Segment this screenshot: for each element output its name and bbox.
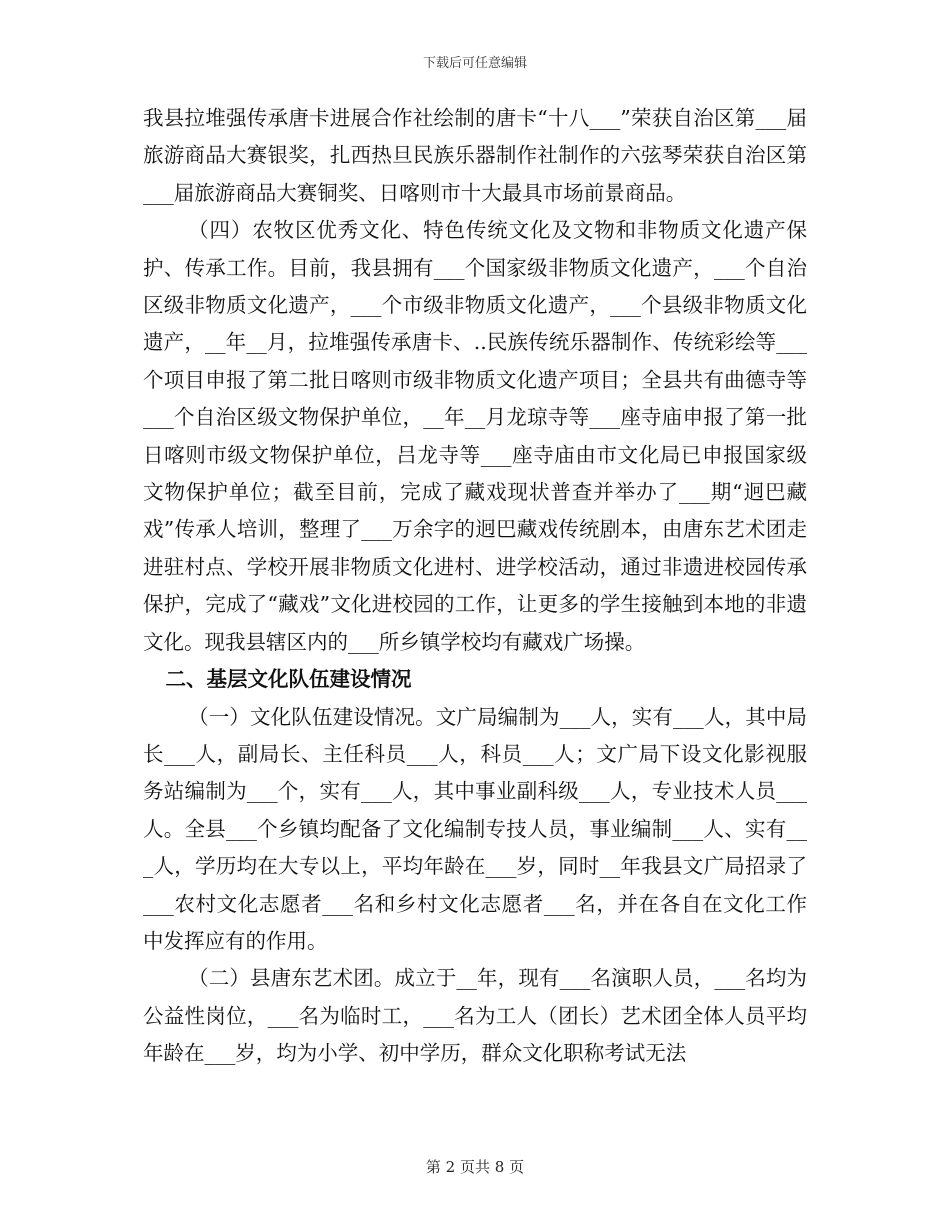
page-header: 下载后可任意编辑 <box>422 56 527 71</box>
paragraph-tourism-awards: 我县拉堆强传承唐卡进展合作社绘制的唐卡“十八___”荣获自治区第___届旅游商品大赛银奖，扎西热旦民族乐器制作社制作的六弦琴荣获自治区第___届旅游商品大赛铜奖、日喀则市十大最具市场前景商品。 <box>143 106 807 205</box>
paragraph-heritage-protection: （四）农牧区优秀文化、特色传统文化及文物和非物质文化遗产保护、传承工作。目前，我县拥有___个国家级非物质文化遗产，___个自治区级非物质文化遗产，___个市级非物质文化遗产，___个县级非物质文化遗产，__年__月，拉堆强传承唐卡、..民族传统乐器制作、传统彩绘等___个项目申报了第二批日喀则市级非物质文化遗产项目；全县共有曲德寺等___个自治区级文物保护单位，__年__月龙琼寺等___座寺庙申报了第一批日喀则市级文物保护单位，吕龙寺等___座寺庙由市文化局已申报国家级文物保护单位；截至目前，完成了藏戏现状普查并举办了___期“迥巴藏戏”传承人培训，整理了___万余字的迥巴藏戏传统剧本，由唐东艺术团走进驻村点、学校开展非物质文化进村、进学校活动，通过非遗进校园传承保护，完成了“藏戏”文化进校园的工作，让更多的学生接触到本地的非遗文化。现我县辖区内的___所乡镇学校均有藏戏广场操。 <box>143 218 807 654</box>
paragraph-cultural-team: （一）文化队伍建设情况。文广局编制为___人，实有___人，其中局长___人，副局长、主任科员___人，科员___人；文广局下设文化影视服务站编制为___个，实有___人，其中事业副科级___人，专业技术人员___人。全县___个乡镇均配备了文化编制专技人员，事业编制___人、实有___人，学历均在大专以上，平均年龄在___岁，同时__年我县文广局招录了___农村文化志愿者___名和乡村文化志愿者___名，并在各自在文化工作中发挥应有的作用。 <box>143 704 807 953</box>
paragraph-art-troupe: （二）县唐东艺术团。成立于__年，现有___名演职人员，___名均为公益性岗位，___名为临时工，___名为工人（团长）艺术团全体人员平均年龄在___岁，均为小学、初中学历，群众文化职称考试无法 <box>143 966 807 1066</box>
document-body <box>143 100 807 1073</box>
page-footer: 第 2 页共 8 页 <box>425 1158 525 1176</box>
section-heading: 二、基层文化队伍建设情况 <box>165 667 412 692</box>
